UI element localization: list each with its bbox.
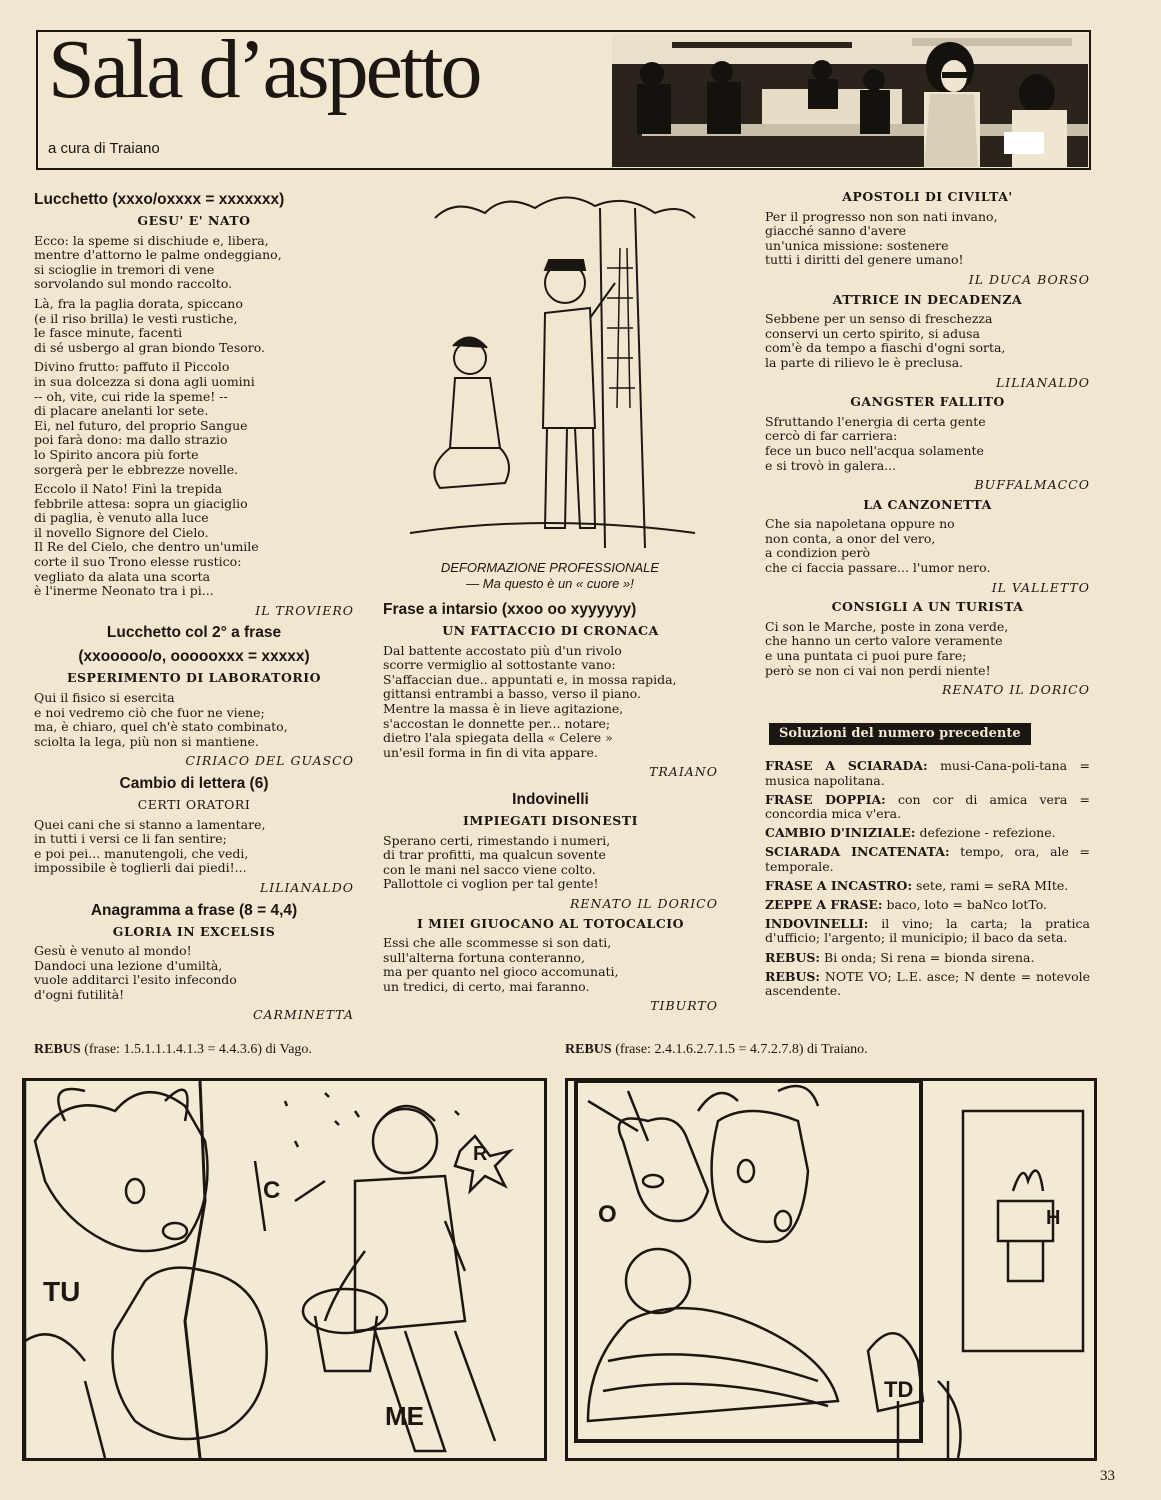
- puzzle-author: CARMINETTA: [252, 1006, 354, 1022]
- middle-column: [383, 600, 718, 1019]
- puzzle-title: GLORIA IN EXCELSIS: [112, 923, 276, 939]
- rebus-panel-2: [565, 1078, 1097, 1461]
- puzzle-heading-pattern: (xxooooo/o, oooooxxx = xxxxx): [78, 648, 310, 666]
- puzzle-author: CIRIACO DEL GUASCO: [185, 753, 354, 769]
- solution-value: baco, loto = baNco lotTo.: [882, 897, 1047, 913]
- puzzle-title: UN FATTACCIO DI CRONACA: [442, 623, 659, 638]
- solution-value: il vino; la carta; la pratica d'ufficio; l'argento; il municipio; il baco da seta.: [765, 916, 1090, 946]
- stanza: Qui il fisico si esercita e noi vedremo ciò che fuor ne viene; ma, è chiaro, quel ch'è stato combinato, sciolta la lega, più non si mantiene.: [34, 690, 288, 749]
- puzzle-author: IL TROVIERO: [255, 602, 354, 618]
- puzzle-author: LILIANALDO: [259, 879, 354, 895]
- cartoon-illustration: [395, 188, 705, 560]
- solution-item: [765, 898, 1090, 912]
- solution-value: Bi onda; Si rena = bionda sirena.: [820, 949, 1035, 965]
- puzzle-title: I MIEI GIUOCANO AL TOTOCALCIO: [416, 915, 685, 931]
- stanza: Quei cani che si stanno a lamentare, in tutti i versi ce li fan sentire; e poi pei... manutengoli, che vedi, impossibile è toglierli dai piedi!...: [34, 816, 266, 876]
- puzzle-author: RENATO IL DORICO: [569, 895, 718, 911]
- stanza: Che sia napoletana oppure no non conta, a onor del vero, a condizion però che ci faccia passare... l'umor nero.: [765, 516, 991, 576]
- rebus-label: REBUS: [34, 1042, 81, 1057]
- stanza: Sfruttando l'energia di certa gente cercò di far carriera: fece un buco nell'acqua solamente e si trovò in galera...: [765, 413, 986, 473]
- puzzle-author: TIBURTO: [650, 998, 718, 1014]
- stanza: Sperano certi, rimestando i numeri, di trar profitti, ma qualcun sovente con le mani nel sacco viene colto. Pallottole ci voglion per tal gente!: [383, 832, 611, 892]
- solution-item: [765, 917, 1090, 945]
- cartoon-caption: [395, 560, 705, 592]
- puzzle-title: ESPERIMENTO DI LABORATORIO: [67, 670, 321, 686]
- solution-key: SCIARADA INCATENATA:: [765, 844, 950, 860]
- rebus-letter-o: O: [598, 1201, 617, 1228]
- stanza: Sebbene per un senso di freschezza conservi un certo spirito, si adusa com'è da tempo a fiaschi d'ogni sorta, la parte di rilievo le è preclusa.: [765, 311, 1006, 370]
- solution-key: ZEPPE A FRASE:: [765, 897, 883, 913]
- page-number: 33: [1100, 1468, 1115, 1484]
- solution-item: [765, 951, 1090, 965]
- cartoon-caption-title: DEFORMAZIONE PROFESSIONALE: [440, 560, 660, 575]
- rebus-letter-td: TD: [884, 1377, 914, 1402]
- rebus-letter-h: H: [1046, 1207, 1061, 1229]
- solution-item: [765, 793, 1090, 821]
- puzzle-author: BUFFALMACCO: [974, 477, 1090, 493]
- rebus-pattern: (frase: 1.5.1.1.1.4.1.3 = 4.4.3.6) di Vago.: [80, 1042, 312, 1057]
- puzzle-author: RENATO IL DORICO: [941, 682, 1090, 698]
- waiting-room-photo: [612, 34, 1088, 167]
- solution-key: REBUS:: [765, 949, 821, 965]
- solution-key: REBUS:: [765, 968, 821, 984]
- solution-key: FRASE DOPPIA:: [765, 791, 886, 807]
- rebus-label: REBUS: [565, 1042, 612, 1057]
- solution-value: con cor di amica vera = concordia mica v'era.: [765, 791, 1090, 822]
- solution-key: INDOVINELLI:: [765, 916, 869, 932]
- right-column: [765, 190, 1090, 1003]
- solution-item: [765, 845, 1090, 873]
- stanza: Essi che alle scommesse si son dati, sull'alterna fortuna conteranno, ma per quanto nel gioco accomunati, un tredici, di certo, mai faranno.: [383, 935, 619, 994]
- stanza: Gesù è venuto al mondo! Dandoci una lezione d'umiltà, vuole additarci l'esito infecondo d'ogni futilità!: [34, 943, 237, 1002]
- rebus-letter-r: R: [473, 1143, 488, 1165]
- solution-value: NOTE VO; L.E. asce; N dente = notevole ascendente.: [765, 968, 1090, 999]
- puzzle-author: IL VALLETTO: [991, 579, 1090, 595]
- rebus-letter-tu: TU: [43, 1276, 81, 1307]
- stanza: Dal battente accostato più d'un rivolo scorre vermiglio al sottostante vano: S'affaccian due.. appuntati e, in mossa rapida, gittansi entrambi a basso, verso il piano. Mentre la massa è in lieve agitazione, s'accostan le donnette per... notare; dietro l'ala spiegata della « Celere » un'esil forma in fin di vita appare.: [383, 642, 677, 760]
- stanza: Ci son le Marche, poste in zona verde, che hanno un certo valore veramente e una puntata ci puoi pure fare; però se non ci vai non perdi niente!: [765, 618, 1009, 678]
- stanza: Là, fra la paglia dorata, spiccano (e il riso brilla) le vesti rustiche, le fasce minute, facenti di sé usbergo al gran biondo Tesoro.: [34, 295, 266, 355]
- puzzle-heading: Anagramma a frase (8 = 4,4): [90, 901, 298, 919]
- cartoon-caption-text: — Ma questo è un « cuore »!: [466, 576, 634, 591]
- puzzle-heading: Lucchetto col 2° a frase: [106, 624, 282, 642]
- puzzle-title: GESU' E' NATO: [137, 213, 251, 228]
- puzzle-author: LILIANALDO: [995, 374, 1090, 390]
- solution-key: CAMBIO D'INIZIALE:: [765, 825, 916, 841]
- page-title: Sala d’aspetto: [48, 23, 480, 116]
- puzzle-author: IL DUCA BORSO: [968, 271, 1090, 287]
- rebus-letter-me: ME: [385, 1401, 424, 1431]
- solution-item: [765, 759, 1090, 787]
- rebus-letter-c: C: [263, 1177, 281, 1204]
- puzzle-title: ATTRICE IN DECADENZA: [832, 291, 1023, 307]
- solution-value: defezione - refezione.: [915, 825, 1056, 841]
- stanza: Ecco: la speme si dischiude e, libera, mentre d'attorno le palme ondeggiano, si scioglie in tremori di vene sorvolando sul mondo raccolto.: [34, 232, 282, 292]
- left-column: [34, 190, 354, 1027]
- puzzle-heading: Frase a intarsio (xxoo oo xyyyyyy): [383, 601, 637, 618]
- puzzle-title: CONSIGLI A UN TURISTA: [831, 599, 1024, 615]
- solution-value: musi-Cana-poli-tana = musica napolitana.: [765, 758, 1090, 788]
- solution-value: sete, rami = seRA MIte.: [912, 877, 1069, 893]
- stanza: Per il progresso non son nati invano, giacché sanno d'avere un'unica missione: sostenere tutti i diritti del genere umano!: [765, 208, 998, 268]
- solution-key: FRASE A SCIARADA:: [765, 758, 928, 774]
- puzzle-title: LA CANZONETTA: [863, 496, 992, 512]
- curator-line: a cura di Traiano: [48, 140, 160, 157]
- puzzle-title: CERTI ORATORI: [137, 797, 251, 812]
- solution-key: FRASE A INCASTRO:: [765, 877, 913, 893]
- rebus-caption-2: [565, 1042, 868, 1058]
- puzzle-title: GANGSTER FALLITO: [850, 394, 1005, 410]
- solution-item: [765, 970, 1090, 998]
- rebus-pattern: (frase: 2.4.1.6.2.7.1.5 = 4.7.2.7.8) di Traiano.: [611, 1042, 868, 1057]
- puzzle-title: APOSTOLI DI CIVILTA': [842, 189, 1013, 204]
- solutions-list: [765, 759, 1090, 998]
- solution-value: tempo, ora, ale = temporale.: [765, 844, 1091, 874]
- solution-item: [765, 879, 1090, 893]
- puzzle-title: IMPIEGATI DISONESTI: [463, 812, 638, 828]
- stanza: Eccolo il Nato! Finì la trepida febbrile attesa: sopra un giaciglio di paglia, è venuto alla luce il novello Signore del Cielo. Il Re del Cielo, che dentro un'umile corte il suo Trono elesse rustico: vegliato da alata una scorta è l'inerme Neonato tra i pi...: [34, 481, 259, 599]
- solutions-heading: Soluzioni del numero precedente: [769, 723, 1031, 746]
- solution-item: [765, 826, 1090, 840]
- rebus-caption-1: [34, 1042, 312, 1058]
- puzzle-author: TRAIANO: [649, 764, 718, 780]
- indovinelli-heading: Indovinelli: [512, 790, 589, 808]
- rebus-panel-1: [22, 1078, 547, 1461]
- stanza: Divino frutto: paffuto il Piccolo in sua dolcezza si dona agli uomini -- oh, vite, cui ride la speme! -- di placare anelanti lor sete. Ei, nel futuro, del proprio Sangue poi farà dono: ma dallo strazio lo Spirito ancora più forte sorgerà per le ebbrezze novelle.: [34, 359, 255, 477]
- puzzle-heading: Cambio di lettera (6): [119, 775, 269, 792]
- puzzle-heading: Lucchetto (xxxo/oxxxx = xxxxxxx): [34, 191, 285, 208]
